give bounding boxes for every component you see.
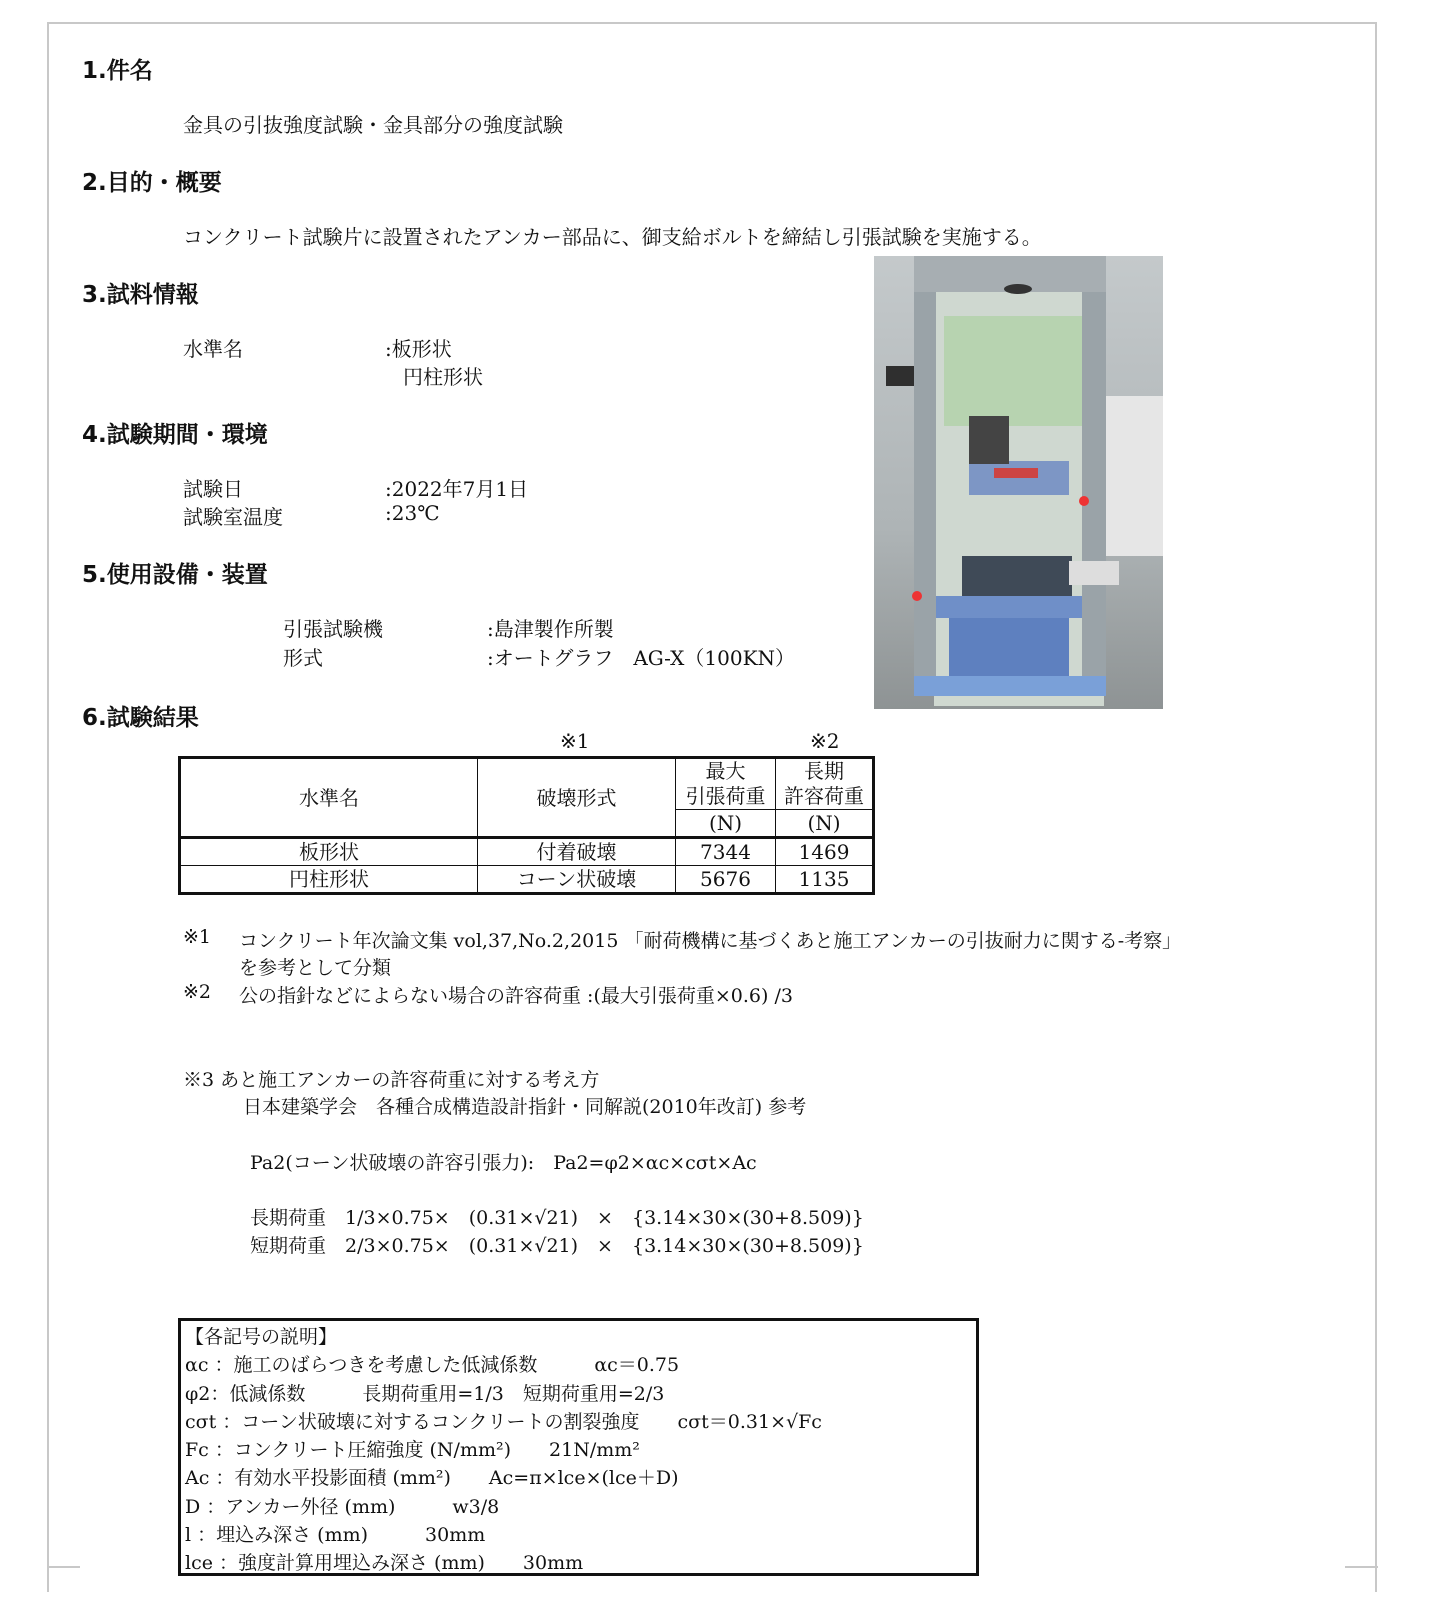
table-row [180,838,874,866]
header-max-load-line1: 最大 [705,759,746,783]
table-footnote-mark-2: ※2 [810,729,840,753]
formula-pa2: Pa2(コーン状破壊の許容引張力): Pa2=φ2×αc×cσt×Ac [250,1152,757,1174]
table-row [180,866,874,894]
frame-corner-left [47,1566,80,1568]
legend-item: φ2：低減係数 長期荷重用=1/3 短期荷重用=2/3 [185,1382,665,1405]
header-max-load-line2: 引張荷重 [685,784,766,808]
room-temp-value: :23℃ [385,501,440,525]
note-1-line-2: を参考として分類 [239,957,392,979]
legend-item: l ：埋込み深さ (mm) 30mm [185,1524,486,1547]
header-allowable-load-line1: 長期 [804,759,844,783]
header-allowable-load [776,758,874,810]
section-2-text: コンクリート試験片に設置されたアンカー部品に、御支給ボルトを締結し引張試験を実施する。 [183,225,1042,249]
model-value: :オートグラフ AG-X（100KN） [487,646,796,670]
frame-corner-right [1345,1566,1378,1568]
row-allowable-load: 1469 [776,838,874,866]
note-2-text: 公の指針などによらない場合の許容荷重 :(最大引張荷重×0.6) /3 [239,985,793,1007]
note-1-line-1: コンクリート年次論文集 vol,37,No.2,2015 「耐荷機構に基づくあと施工アンカーの引抜耐力に関する-考察」 [239,930,1182,952]
results-table [178,756,875,895]
test-date-label: 試験日 [183,477,243,501]
unit-max-load: (N) [676,810,776,838]
section-2-heading: 2.目的・概要 [82,170,222,196]
sample-level-label: 水準名 [183,337,243,361]
legend-item: D ：アンカー外径 (mm) w3/8 [185,1495,500,1518]
model-label: 形式 [283,646,323,670]
note-1-mark: ※1 [183,926,212,948]
row-max-load: 7344 [676,838,776,866]
row-level: 板形状 [180,838,478,866]
table-footnote-mark-1: ※1 [560,729,590,753]
legend-item: αc ：施工のばらつきを考慮した低減係数 αc＝0.75 [185,1354,680,1377]
note-3-line-2: 日本建築学会 各種合成構造設計指針・同解説(2010年改訂) 参考 [243,1096,807,1118]
legend-item: lce ：強度計算用埋込み深さ (mm) 30mm [185,1552,584,1575]
header-allowable-load-line2: 許容荷重 [784,784,864,808]
machine-label: 引張試験機 [283,617,383,641]
legend-title: 【各記号の説明】 [185,1326,338,1348]
legend-item: cσt ：コーン状破壊に対するコンクリートの割裂強度 cσt＝0.31×√Fc [185,1410,822,1433]
short-term-load-formula: 短期荷重 2/3×0.75× (0.31×√21) × {3.14×30×(30+8.509)} [250,1235,864,1257]
header-max-load [676,758,776,810]
section-5-heading: 5.使用設備・装置 [82,562,268,588]
room-temp-label: 試験室温度 [183,505,283,529]
row-max-load: 5676 [676,866,776,894]
machine-value: :島津製作所製 [487,617,614,641]
section-1-text: 金具の引抜強度試験・金具部分の強度試験 [183,113,563,137]
note-3-line-1: ※3 あと施工アンカーの許容荷重に対する考え方 [183,1069,600,1091]
tensile-machine-photo [874,256,1163,709]
unit-allowable-load: (N) [776,810,874,838]
header-failure: 破壊形式 [478,758,676,838]
section-6-heading: 6.試験結果 [82,705,199,731]
section-3-heading: 3.試料情報 [82,282,199,308]
row-level: 円柱形状 [180,866,478,894]
row-failure: 付着破壊 [478,838,676,866]
sample-level-value-2: 円柱形状 [403,365,483,389]
row-failure: コーン状破壊 [478,866,676,894]
sample-level-value-1: :板形状 [385,337,452,361]
long-term-load-formula: 長期荷重 1/3×0.75× (0.31×√21) × {3.14×30×(30+8.509)} [250,1207,864,1229]
note-2-mark: ※2 [183,981,212,1003]
legend-item: Ac ：有効水平投影面積 (mm²) Ac=π×lce×(lce＋D) [185,1467,679,1490]
section-1-heading: 1.件名 [82,58,153,84]
header-level: 水準名 [180,758,478,838]
legend-item: Fc ：コンクリート圧縮強度 (N/mm²) 21N/mm² [185,1439,640,1462]
symbol-legend-box [178,1318,979,1576]
section-4-heading: 4.試験期間・環境 [82,422,268,448]
test-date-value: :2022年7月1日 [385,477,529,501]
row-allowable-load: 1135 [776,866,874,894]
